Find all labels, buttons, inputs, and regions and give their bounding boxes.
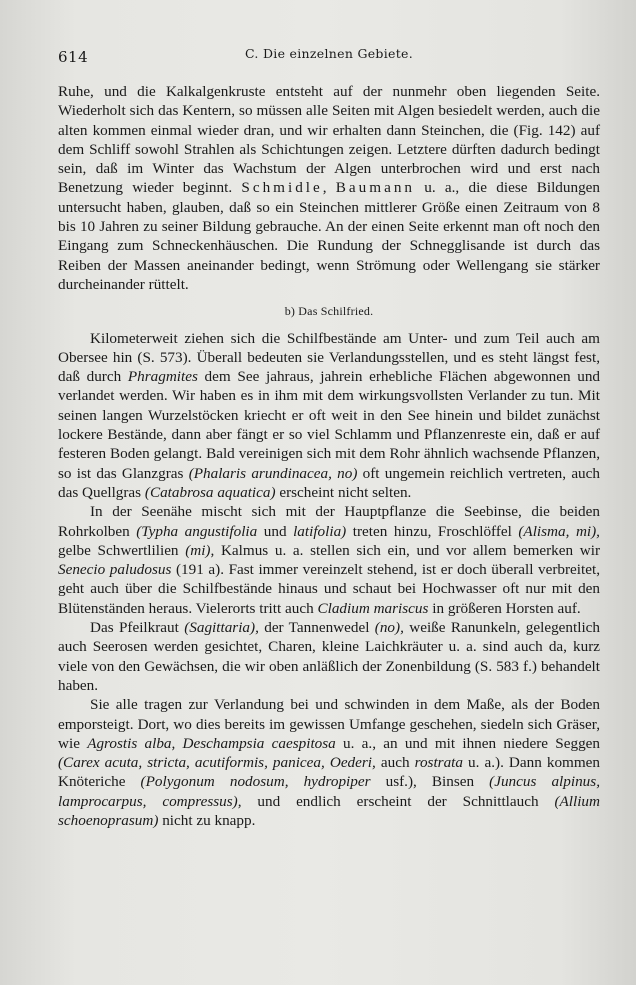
paragraph-2: Kilometerweit ziehen sich die Schilfbestände am Unter- und zum Teil auch am Obersee hin (S. 573). Überall bedeuten sie Verlandungsstellen, und es steht längst fest, daß durch Phragmites dem See jahraus, jahrein erhebliche Flächen abgewonnen und verlandet werden. Wir haben es in ihm mit dem wirkungsvollsten Verlander zu tun. Mit seinen langen Wurzelstöcken kriecht er oft weit in den See hinein und bildet zunächst lockere Bestände, dann aber fängt er so viel Schlamm und Pflanzenreste ein, daß er auf festeren Boden gelangt. Bald vereinigen sich mit dem Rohr ähnlich wachsende Pflanzen, so ist das Glanzgras (Phalaris arundinacea, no) oft ungemein reichlich vertreten, auch das Quellgras (Catabrosa aquatica) erscheint nicht selten. bbox=[58, 329, 601, 501]
paragraph-5: Sie alle tragen zur Verlandung bei und schwinden in dem Maße, als der Boden emporsteigt. Dort, wo dies bereits im gewissen Umfange geschehen, siedeln sich Gräser, wie Agrostis alba, Deschampsia caespitosa u. a., an und mit ihnen niedere Seggen (Carex acuta, stricta, acutiformis, panicea, Oederi, auch rostrata u. a.). Dann kommen Knöteriche (Polygonum nodosum, hydropiper usf.), Binsen (Juncus alpinus, lamprocarpus, compressus), und endlich erscheint der Schnittlauch (Allium schoenoprasum) nicht zu knapp. bbox=[58, 696, 600, 829]
section-heading: b) Das Schilfried. bbox=[284, 304, 374, 319]
running-head: C. Die einzelnen Gebiete. bbox=[244, 46, 414, 61]
paragraph-3: In der Seenähe mischt sich mit der Hauptpflanze die Seebinse, die beiden Rohrkolben (Typha angustifolia und latifolia) treten hinzu, Froschlöffel (Alisma, mi), gelbe Schwertlilien (mi), Kalmus u. a. stellen sich ein, und vor allem bemerken wir Senecio paludosus (191 a). Fast immer vereinzelt stehend, ist er doch überall verbreitet, geht auch über die Schilfbestände hinaus und schaut bei Hochwasser oft nur mit den Blütenständen heraus. Vielerorts tritt auch Cladium mariscus in größeren Horsten auf. bbox=[58, 503, 601, 617]
paragraph-1: Ruhe, und die Kalkalgenkruste entsteht auf der nunmehr oben liegenden Seite. Wiederholt sich das Kentern, so müssen alle Seiten mit Algen besiedelt werden, auch die alten kommen einmal wieder dran, und wir erhalten dann Steinchen, die (Fig. 142) auf dem Schliff sowohl Strahlen als Schichtungen zeigen. Letztere dürften dadurch bedingt sein, daß im Winter das Wachstum der Algen unterbrochen wird und erst nach Benetzung wieder beginnt. Schmidle, Baumann u. a., die diese Bildungen untersucht haben, glauben, daß so ein Steinchen mittlerer Größe einen Zeitraum von 8 bis 10 Jahren zu seiner Bildung gebrauche. An der einen Seite erkennt man oft noch den Eingang zum Schneckenhäuschen. Die Rundung der Schnegglisande ist durch das Reiben der Massen aneinander bedingt, wenn Strömung oder Wellengang sie stärker durcheinander rüttelt. bbox=[58, 83, 601, 293]
author-name: Baumann bbox=[335, 179, 416, 197]
author-name: Schmidle bbox=[241, 179, 323, 197]
page-number: 614 bbox=[58, 48, 89, 66]
paragraph-4: Das Pfeilkraut (Sagittaria), der Tannenwedel (no), weiße Ranunkeln, gelegentlich auch Seerosen werden gesichtet, Charen, kleine Laichkräuter u. a. sind auch da, kurz viele von den Gewächsen, die wir oben anläßlich der Zonenbildung (S. 583 f.) behandelt haben. bbox=[58, 619, 600, 694]
page-header bbox=[58, 44, 600, 68]
body-text bbox=[58, 82, 600, 830]
